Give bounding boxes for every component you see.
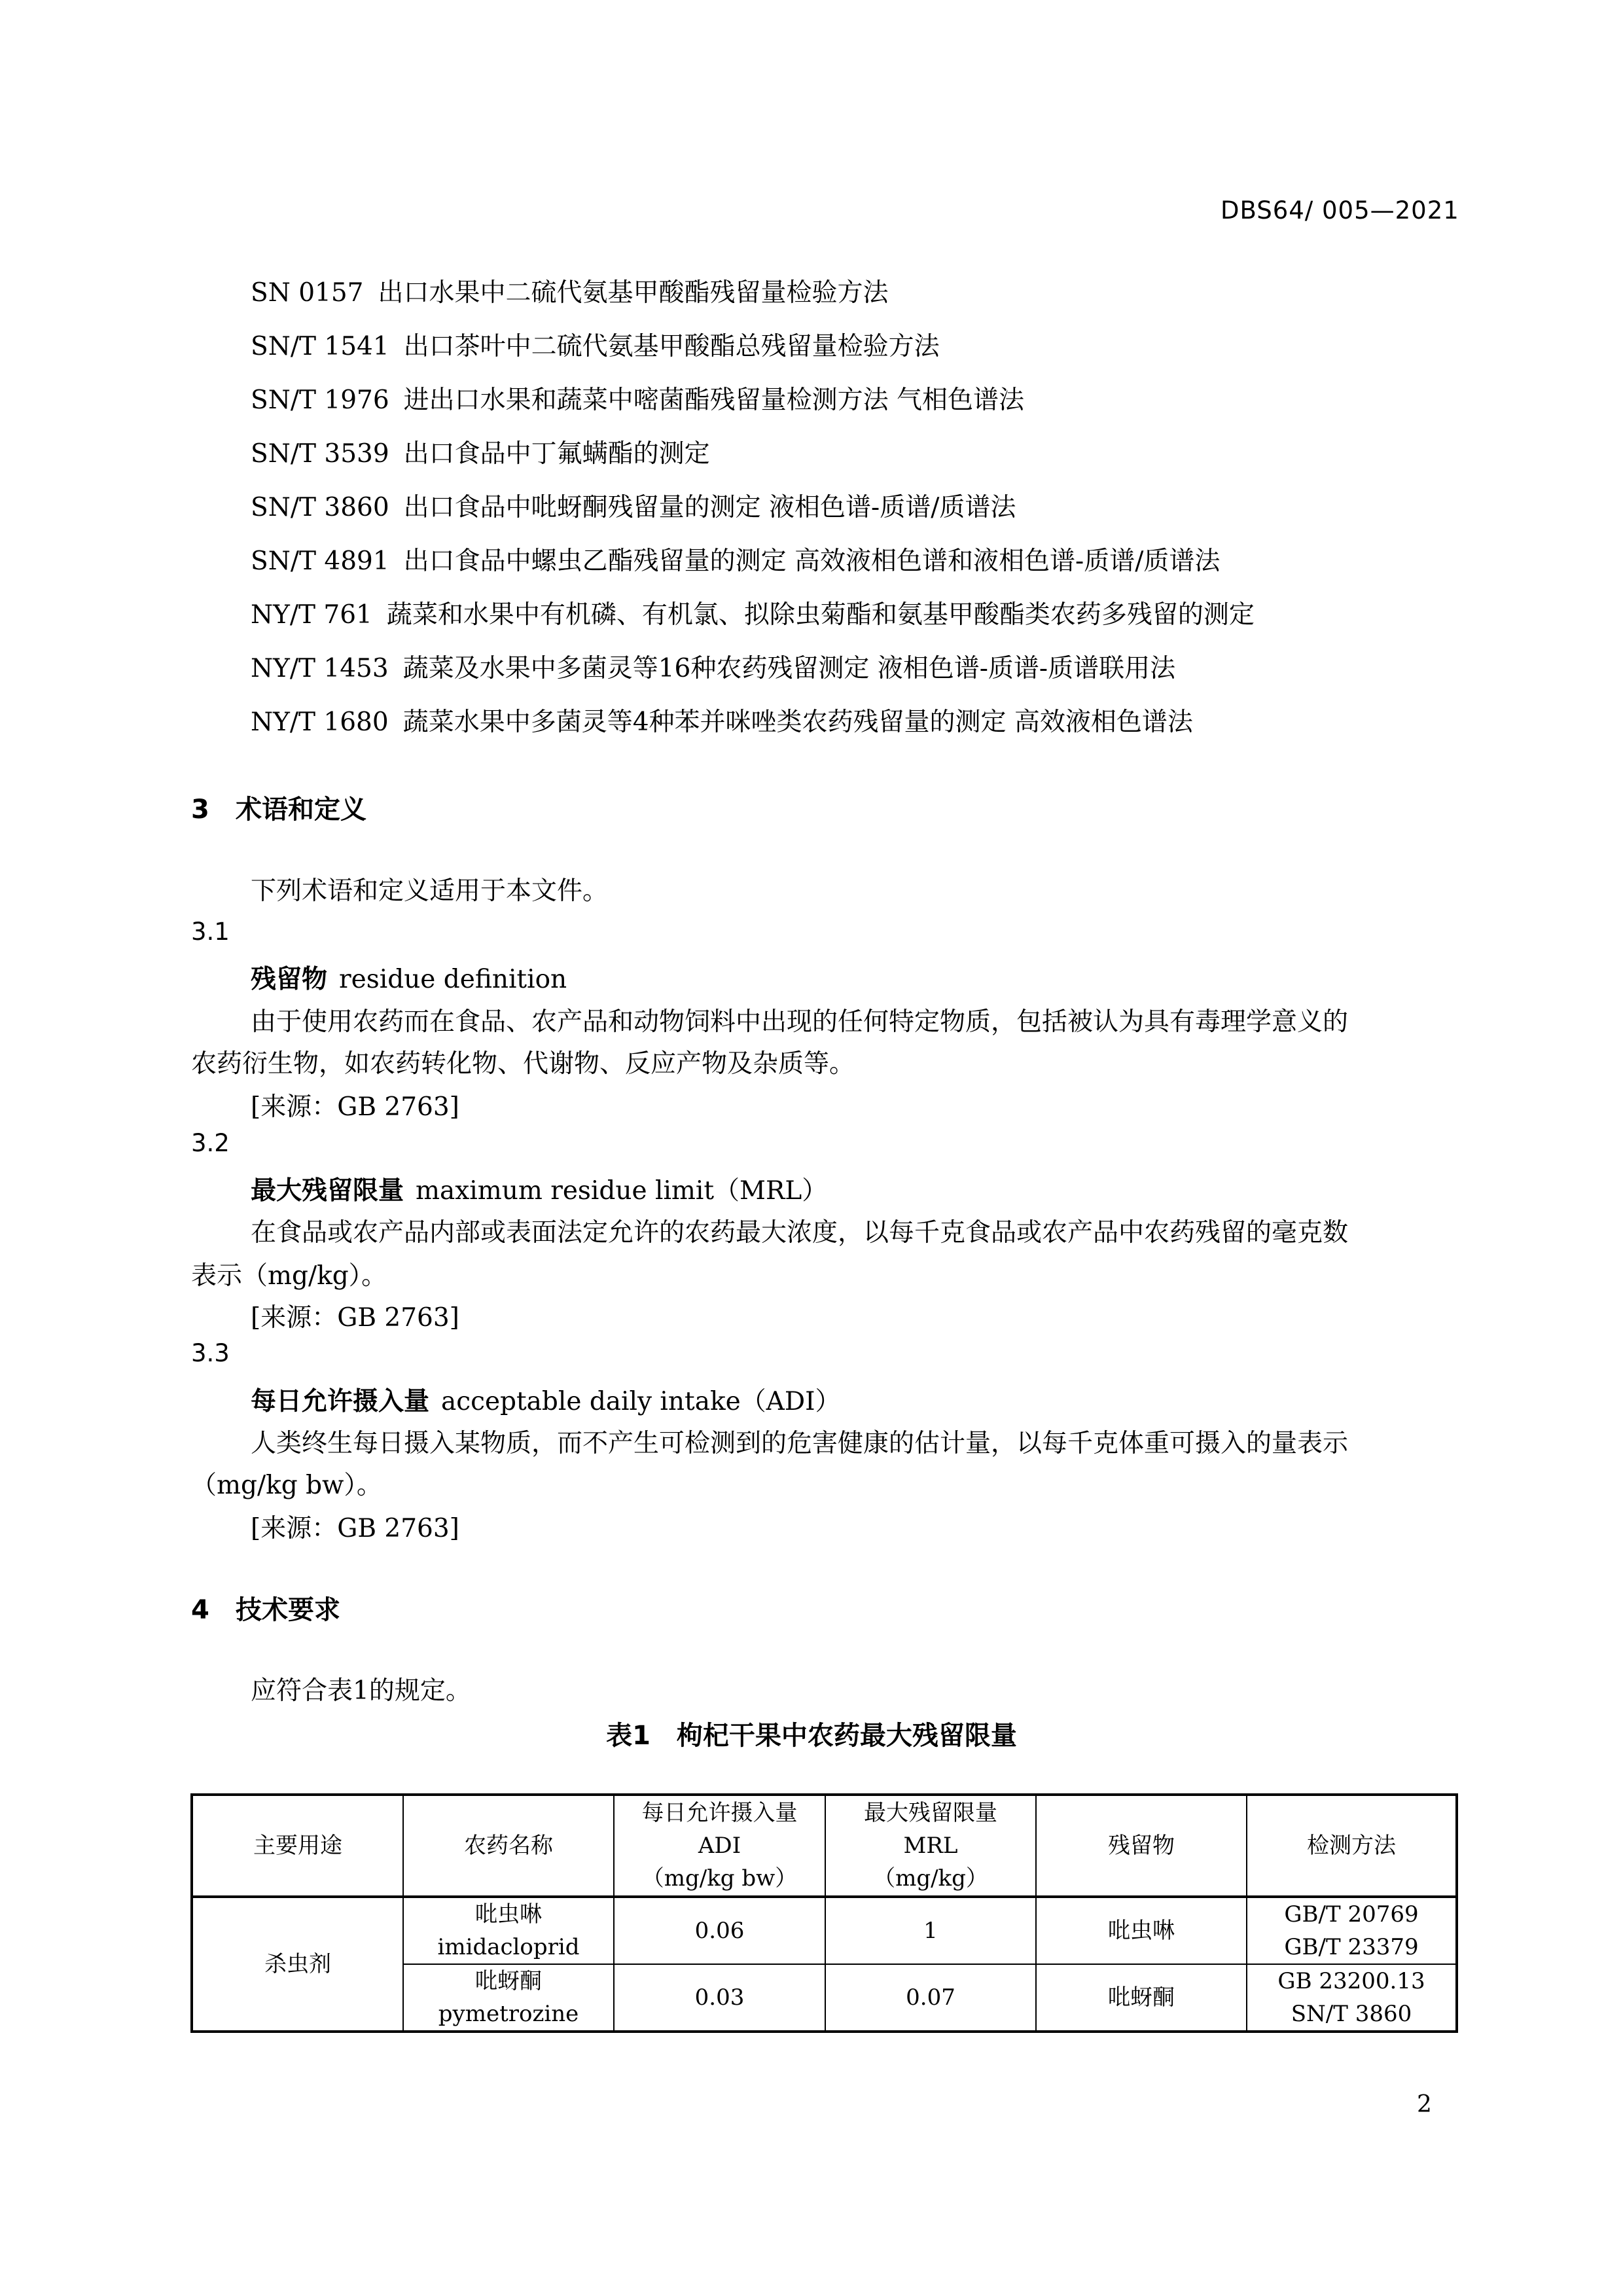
header-mrl bbox=[825, 1795, 1036, 1897]
term-english: acceptable daily intake（ADI） bbox=[441, 1387, 841, 1416]
reference-title: 出口食品中丁氟螨酯的测定 bbox=[403, 439, 710, 469]
header-adi bbox=[614, 1795, 825, 1897]
reference-title: 进出口水果和蔬菜中嘧菌酯残留量检测方法 气相色谱法 bbox=[403, 386, 1025, 415]
reference-title: 出口食品中螺虫乙酯残留量的测定 高效液相色谱和液相色谱-质谱/质谱法 bbox=[403, 547, 1221, 576]
term-definition-continued: 农药衍生物，如农药转化物、代谢物、反应产物及杂质等。 bbox=[191, 1049, 855, 1079]
reference-title: 蔬菜及水果中多菌灵等16种农药残留测定 液相色谱-质谱-质谱联用法 bbox=[402, 654, 1176, 683]
cell-method bbox=[1247, 1897, 1457, 1964]
cell-residue: 吡虫啉 bbox=[1036, 1897, 1247, 1964]
reference-code: SN/T 1541 bbox=[251, 332, 389, 361]
reference-item bbox=[251, 272, 889, 309]
term-entry bbox=[251, 1170, 827, 1207]
section-3-heading bbox=[191, 789, 366, 826]
term-source: [来源：GB 2763] bbox=[251, 1514, 459, 1543]
table-row bbox=[192, 1897, 1457, 1964]
reference-item bbox=[251, 594, 1255, 631]
cell-adi: 0.06 bbox=[614, 1897, 825, 1964]
header-use: 主要用途 bbox=[192, 1795, 403, 1897]
term-entry bbox=[251, 959, 567, 996]
section-number: 4 bbox=[191, 1595, 209, 1625]
pesticide-name-en: pymetrozine bbox=[438, 2001, 579, 2027]
reference-code: SN/T 3860 bbox=[251, 493, 389, 522]
term-definition: 在食品或农产品内部或表面法定允许的农药最大浓度，以每千克食品或农产品中农药残留的毫克数 bbox=[251, 1218, 1349, 1247]
table-title: 表1 枸杞干果中农药最大残留限量 bbox=[606, 1721, 1017, 1751]
term-number: 3.2 bbox=[191, 1129, 230, 1157]
pesticide-name-cn: 吡蚜酮 bbox=[475, 1968, 542, 1994]
page-number: 2 bbox=[1417, 2091, 1432, 2118]
term-name: 最大残留限量 bbox=[251, 1176, 404, 1206]
reference-item bbox=[251, 433, 710, 470]
section-title: 技术要求 bbox=[236, 1595, 340, 1625]
header-adi-line2: ADI bbox=[698, 1833, 741, 1859]
term-english: residue definition bbox=[339, 965, 567, 994]
header-mrl-line3: （mg/kg） bbox=[873, 1865, 988, 1892]
term-number: 3.1 bbox=[191, 918, 230, 946]
reference-item bbox=[251, 702, 1193, 738]
header-residue: 残留物 bbox=[1036, 1795, 1247, 1897]
reference-code: SN/T 3539 bbox=[251, 439, 389, 469]
term-definition: 由于使用农药而在食品、农产品和动物饲料中出现的任何特定物质，包括被认为具有毒理学意义的 bbox=[251, 1007, 1349, 1037]
pesticide-name-cn: 吡虫啉 bbox=[475, 1901, 542, 1928]
header-mrl-line1: 最大残留限量 bbox=[864, 1800, 997, 1826]
method-standard: GB 23200.13 bbox=[1277, 1968, 1425, 1994]
pesticide-name-en: imidacloprid bbox=[437, 1934, 580, 1960]
reference-title: 出口食品中吡蚜酮残留量的测定 液相色谱-质谱/质谱法 bbox=[403, 493, 1016, 522]
term-number: 3.3 bbox=[191, 1339, 230, 1367]
reference-code: SN/T 4891 bbox=[251, 547, 389, 576]
term-definition: 人类终生每日摄入某物质，而不产生可检测到的危害健康的估计量，以每千克体重可摄入的量表示 bbox=[251, 1429, 1349, 1458]
term-name: 残留物 bbox=[251, 965, 328, 994]
document-code: DBS64/ 005—2021 bbox=[1221, 196, 1459, 224]
reference-code: NY/T 1680 bbox=[251, 708, 389, 737]
reference-item bbox=[251, 326, 940, 363]
header-mrl-line2: MRL bbox=[903, 1833, 958, 1859]
section-3-intro: 下列术语和定义适用于本文件。 bbox=[251, 876, 609, 906]
cell-pesticide-name bbox=[403, 1897, 614, 1964]
header-method: 检测方法 bbox=[1247, 1795, 1457, 1897]
term-source: [来源：GB 2763] bbox=[251, 1092, 459, 1122]
section-4-heading bbox=[191, 1589, 340, 1626]
section-number: 3 bbox=[191, 795, 209, 825]
reference-item bbox=[251, 380, 1024, 416]
method-standard: SN/T 3860 bbox=[1291, 2001, 1412, 2027]
residue-limit-table bbox=[190, 1793, 1458, 2033]
method-standard: GB/T 23379 bbox=[1284, 1934, 1419, 1960]
table-header-row bbox=[192, 1795, 1457, 1897]
reference-title: 出口茶叶中二硫代氨基甲酸酯总残留量检验方法 bbox=[403, 332, 940, 361]
cell-method bbox=[1247, 1964, 1457, 2032]
term-definition-continued: （mg/kg bw）。 bbox=[191, 1471, 382, 1500]
reference-code: SN 0157 bbox=[251, 278, 364, 308]
cell-adi: 0.03 bbox=[614, 1964, 825, 2032]
reference-title: 出口水果中二硫代氨基甲酸酯残留量检验方法 bbox=[378, 278, 889, 308]
cell-pesticide-name bbox=[403, 1964, 614, 2032]
header-adi-line1: 每日允许摄入量 bbox=[641, 1800, 798, 1826]
cell-use: 杀虫剂 bbox=[192, 1897, 403, 2032]
reference-title: 蔬菜水果中多菌灵等4种苯并咪唑类农药残留量的测定 高效液相色谱法 bbox=[402, 708, 1193, 737]
cell-mrl: 1 bbox=[825, 1897, 1036, 1964]
reference-code: NY/T 1453 bbox=[251, 654, 389, 683]
header-adi-line3: （mg/kg bw） bbox=[641, 1865, 798, 1892]
reference-item bbox=[251, 487, 1016, 524]
reference-item bbox=[251, 648, 1175, 685]
term-english: maximum residue limit（MRL） bbox=[416, 1176, 828, 1206]
cell-mrl: 0.07 bbox=[825, 1964, 1036, 2032]
term-source: [来源：GB 2763] bbox=[251, 1303, 459, 1333]
reference-code: NY/T 761 bbox=[251, 600, 372, 630]
method-standard: GB/T 20769 bbox=[1284, 1901, 1419, 1928]
header-pesticide-name: 农药名称 bbox=[403, 1795, 614, 1897]
reference-item bbox=[251, 541, 1220, 577]
cell-residue: 吡蚜酮 bbox=[1036, 1964, 1247, 2032]
section-title: 术语和定义 bbox=[236, 795, 366, 825]
term-definition-continued: 表示（mg/kg）。 bbox=[191, 1261, 387, 1291]
reference-title: 蔬菜和水果中有机磷、有机氯、拟除虫菊酯和氨基甲酸酯类农药多残留的测定 bbox=[386, 600, 1255, 630]
term-name: 每日允许摄入量 bbox=[251, 1387, 430, 1416]
section-4-intro: 应符合表1的规定。 bbox=[251, 1676, 471, 1706]
term-entry bbox=[251, 1381, 841, 1418]
reference-code: SN/T 1976 bbox=[251, 386, 389, 415]
